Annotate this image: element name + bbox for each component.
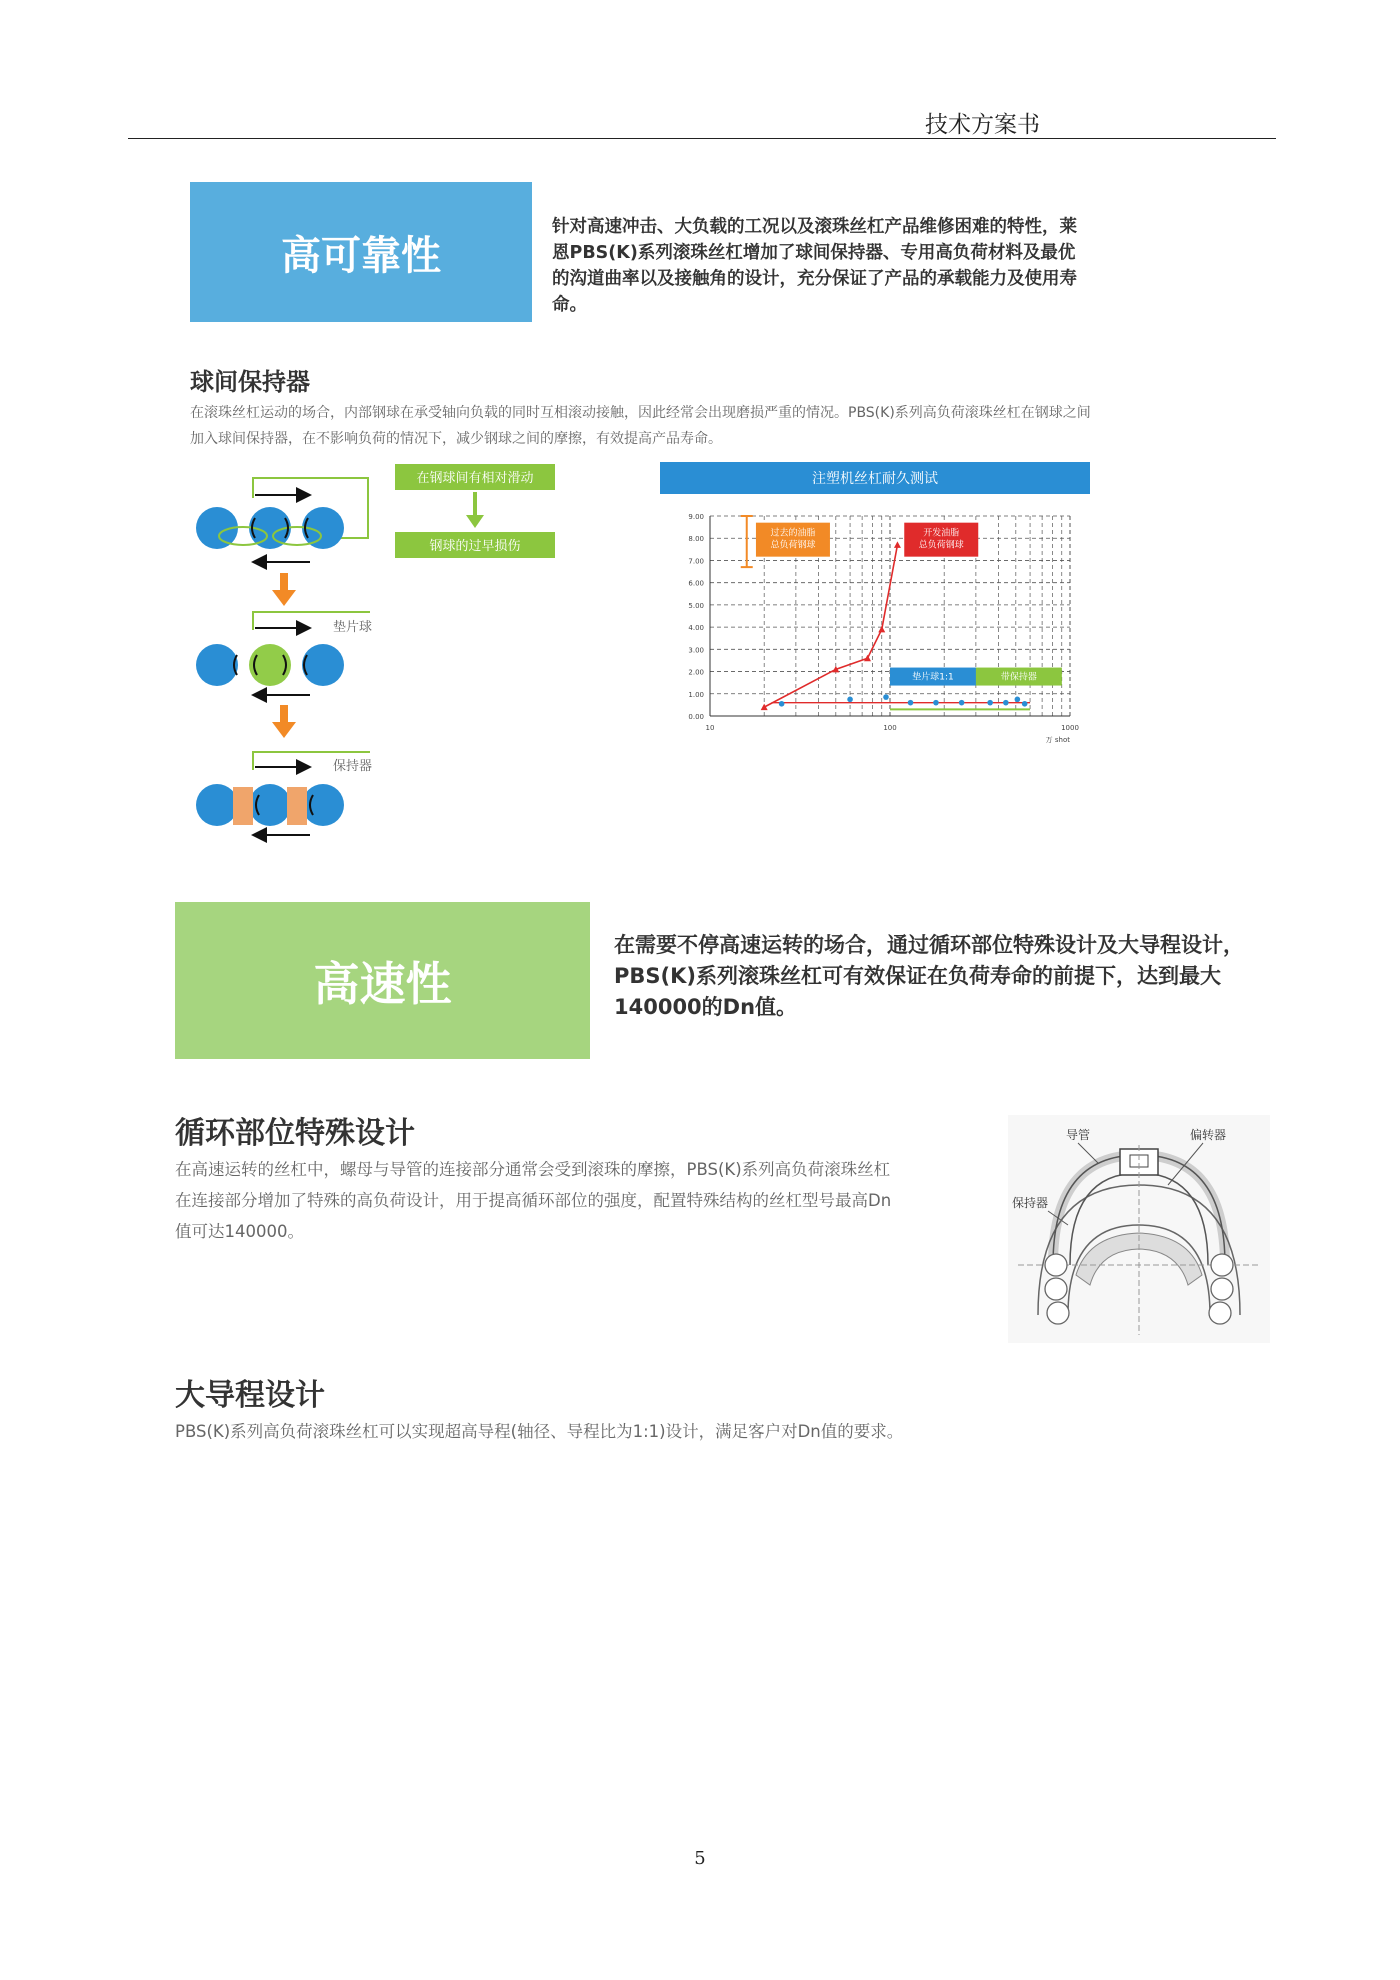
annotation-label: 垫片球1:1 <box>912 672 954 683</box>
data-point-spacer <box>847 697 853 703</box>
reliability-banner: 高可靠性 <box>190 182 532 322</box>
y-tick-label: 3.00 <box>688 646 704 655</box>
y-tick-label: 0.00 <box>688 713 704 721</box>
x-tick-label: 100 <box>883 724 897 732</box>
y-tick-label: 6.00 <box>688 579 704 588</box>
label-diagram-retainer: 保持器 <box>1012 1196 1049 1210</box>
y-tick-label: 8.00 <box>688 535 704 544</box>
label-spacer-ball: 垫片球 <box>333 620 373 635</box>
ball-retainer-paragraph: 在滚珠丝杠运动的场合，内部钢球在承受轴向负载的同时互相滚动接触，因此经常会出现磨损严重的情况。PBS(K)系列高负荷滚珠丝杠在钢球之间加入球间保持器，在不影响负荷的情况下，减少钢球之间的摩擦，有效提高产品寿命。 <box>190 405 1091 447</box>
y-tick-label: 7.00 <box>688 557 704 566</box>
y-tick-label: 2.00 <box>688 668 704 677</box>
x-tick-label: 10 <box>705 724 715 732</box>
data-point-spacer <box>1022 701 1028 707</box>
label-tube: 导管 <box>1066 1128 1091 1142</box>
data-point-spacer <box>959 700 965 706</box>
data-point-spacer <box>1003 700 1009 706</box>
annotation-label: 总负荷钢球 <box>918 540 964 551</box>
data-point-spacer <box>779 701 785 707</box>
label-deflector: 偏转器 <box>1190 1128 1227 1142</box>
y-tick-label: 9.00 <box>688 513 704 521</box>
data-point-developed <box>761 704 768 711</box>
data-point-spacer <box>908 700 914 706</box>
data-point-developed <box>894 541 901 548</box>
large-lead-heading: 大导程设计 <box>175 1378 325 1413</box>
down-arrow-icon <box>272 722 296 738</box>
ball-row-sliding <box>196 478 368 562</box>
label-retainer: 保持器 <box>333 759 373 774</box>
ball-row-spacer <box>196 612 372 695</box>
circulation-structure-diagram <box>1008 1115 1270 1343</box>
data-point-spacer <box>933 700 939 706</box>
annotation-label: 过去的油脂 <box>770 528 816 539</box>
chart-title: 注塑机丝杠耐久测试 <box>660 462 1090 494</box>
data-point-spacer <box>1015 697 1021 703</box>
data-point-spacer <box>883 694 889 700</box>
label-sliding: 在钢球间有相对滑动 <box>416 471 534 486</box>
data-point-developed <box>864 655 871 662</box>
annotation-label: 开发油脂 <box>923 528 960 539</box>
x-unit-label: 万 shot <box>1045 736 1070 744</box>
high-speed-lead-text: 在需要不停高速运转的场合，通过循环部位特殊设计及大导程设计，PBS(K)系列滚珠丝杠可有效保证在负荷寿命的前提下，达到最大140000的Dn值。 <box>614 933 1244 1019</box>
durability-chart <box>660 462 1090 772</box>
series-line-developed <box>764 545 897 707</box>
y-tick-label: 4.00 <box>688 624 704 633</box>
page-number: 5 <box>694 1848 706 1869</box>
x-tick-label: 1000 <box>1061 724 1079 732</box>
y-tick-label: 1.00 <box>688 690 704 699</box>
annotation-label: 带保持器 <box>1000 672 1037 683</box>
label-wear: 钢球的过早损伤 <box>429 539 521 554</box>
document-header-title: 技术方案书 <box>925 112 1040 138</box>
annotation-label: 总负荷钢球 <box>770 540 816 551</box>
data-point-spacer <box>987 700 993 706</box>
chart-plot-area <box>660 494 1090 764</box>
y-tick-label: 5.00 <box>688 601 704 610</box>
large-lead-paragraph: PBS(K)系列高负荷滚珠丝杠可以实现超高导程(轴径、导程比为1:1)设计，满足客户对Dn值的要求。 <box>175 1422 904 1441</box>
reliability-lead-text: 针对高速冲击、大负载的工况以及滚珠丝杠产品维修困难的特性，莱恩PBS(K)系列滚珠丝杠增加了球间保持器、专用高负荷材料及最优的沟道曲率以及接触角的设计，充分保证了产品的承载能力及使用寿命。 <box>552 217 1077 315</box>
header-divider <box>128 138 1276 139</box>
circulation-design-heading: 循环部位特殊设计 <box>175 1116 415 1151</box>
down-arrow-icon <box>272 590 296 606</box>
ball-row-retainer <box>196 752 372 835</box>
ball-retainer-diagram <box>185 460 565 855</box>
high-speed-banner: 高速性 <box>175 902 590 1059</box>
ball-retainer-heading: 球间保持器 <box>190 368 310 396</box>
circulation-design-paragraph: 在高速运转的丝杠中，螺母与导管的连接部分通常会受到滚珠的摩擦，PBS(K)系列高负荷滚珠丝杠在连接部分增加了特殊的高负荷设计，用于提高循环部位的强度，配置特殊结构的丝杠型号最高Dn值可达140000。 <box>175 1160 892 1241</box>
